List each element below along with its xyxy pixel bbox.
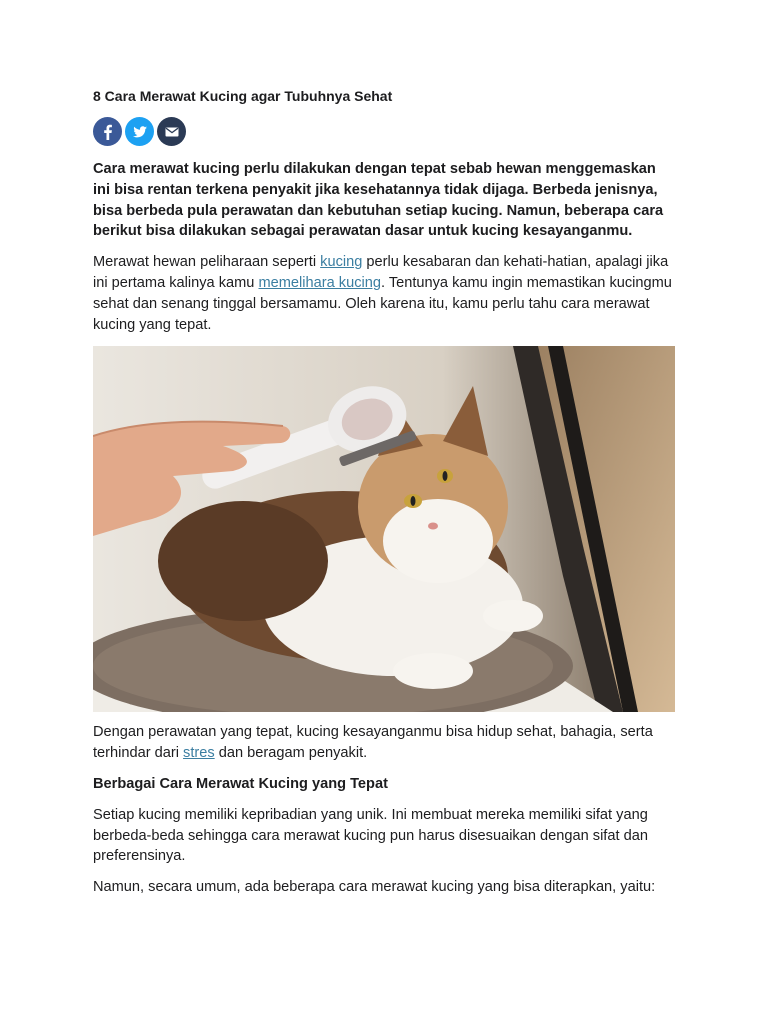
twitter-share-button[interactable] — [125, 117, 154, 146]
caption-text-1: Dengan perawatan yang tepat, kucing kesayanganmu bisa hidup sehat, bahagia, serta terhindar dari — [93, 724, 653, 762]
email-share-button[interactable] — [157, 117, 186, 146]
email-icon — [164, 124, 180, 140]
article-body — [93, 86, 675, 898]
caption-text-2: dan beragam penyakit. — [214, 745, 368, 762]
twitter-icon — [132, 124, 148, 140]
article-lead: Cara merawat kucing perlu dilakukan dengan tepat sebab hewan menggemaskan ini bisa rentan terkena penyakit jika kesehatannya tidak dijaga. Berbeda jenisnya, bisa berbeda pula perawatan dan kebutuhan setiap kucing. Namun, beberapa cara berikut bisa dilakukan sebagai perawatan dasar untuk kucing kesayanganmu. — [93, 161, 664, 240]
memelihara-kucing-link[interactable]: memelihara kucing — [258, 274, 381, 291]
intro-text-2: perlu kesabaran dan kehati-hatian, apalagi jika ini pertama kalinya kamu — [93, 254, 669, 291]
photo-caption — [93, 722, 675, 764]
general-tips-paragraph: Namun, secara umum, ada beberapa cara merawat kucing yang bisa diterapkan, yaitu: — [93, 879, 656, 896]
intro-text-1: Merawat hewan peliharaan seperti — [93, 254, 321, 271]
share-bar — [93, 117, 675, 146]
facebook-share-button[interactable] — [93, 117, 122, 146]
intro-paragraph — [93, 252, 675, 335]
section-heading: Berbagai Cara Merawat Kucing yang Tepat — [93, 775, 388, 792]
personality-paragraph: Setiap kucing memiliki kepribadian yang unik. Ini membuat mereka memiliki sifat yang berbeda-beda sehingga cara merawat kucing pun harus disesuaikan dengan sifat dan preferensinya. — [93, 806, 648, 865]
intro-text-3: . Tentunya kamu ingin memastikan kucingmu sehat dan senang tinggal bersamamu. Oleh karena itu, kamu perlu tahu cara merawat kucing yang tepat. — [93, 274, 672, 333]
cat-photo-illustration — [93, 346, 675, 712]
article-title: 8 Cara Merawat Kucing agar Tubuhnya Sehat — [93, 88, 393, 104]
facebook-icon — [100, 124, 116, 140]
stres-link[interactable]: stres — [183, 745, 215, 762]
cat-grooming-photo — [93, 346, 675, 712]
kucing-link[interactable]: kucing — [320, 254, 363, 271]
